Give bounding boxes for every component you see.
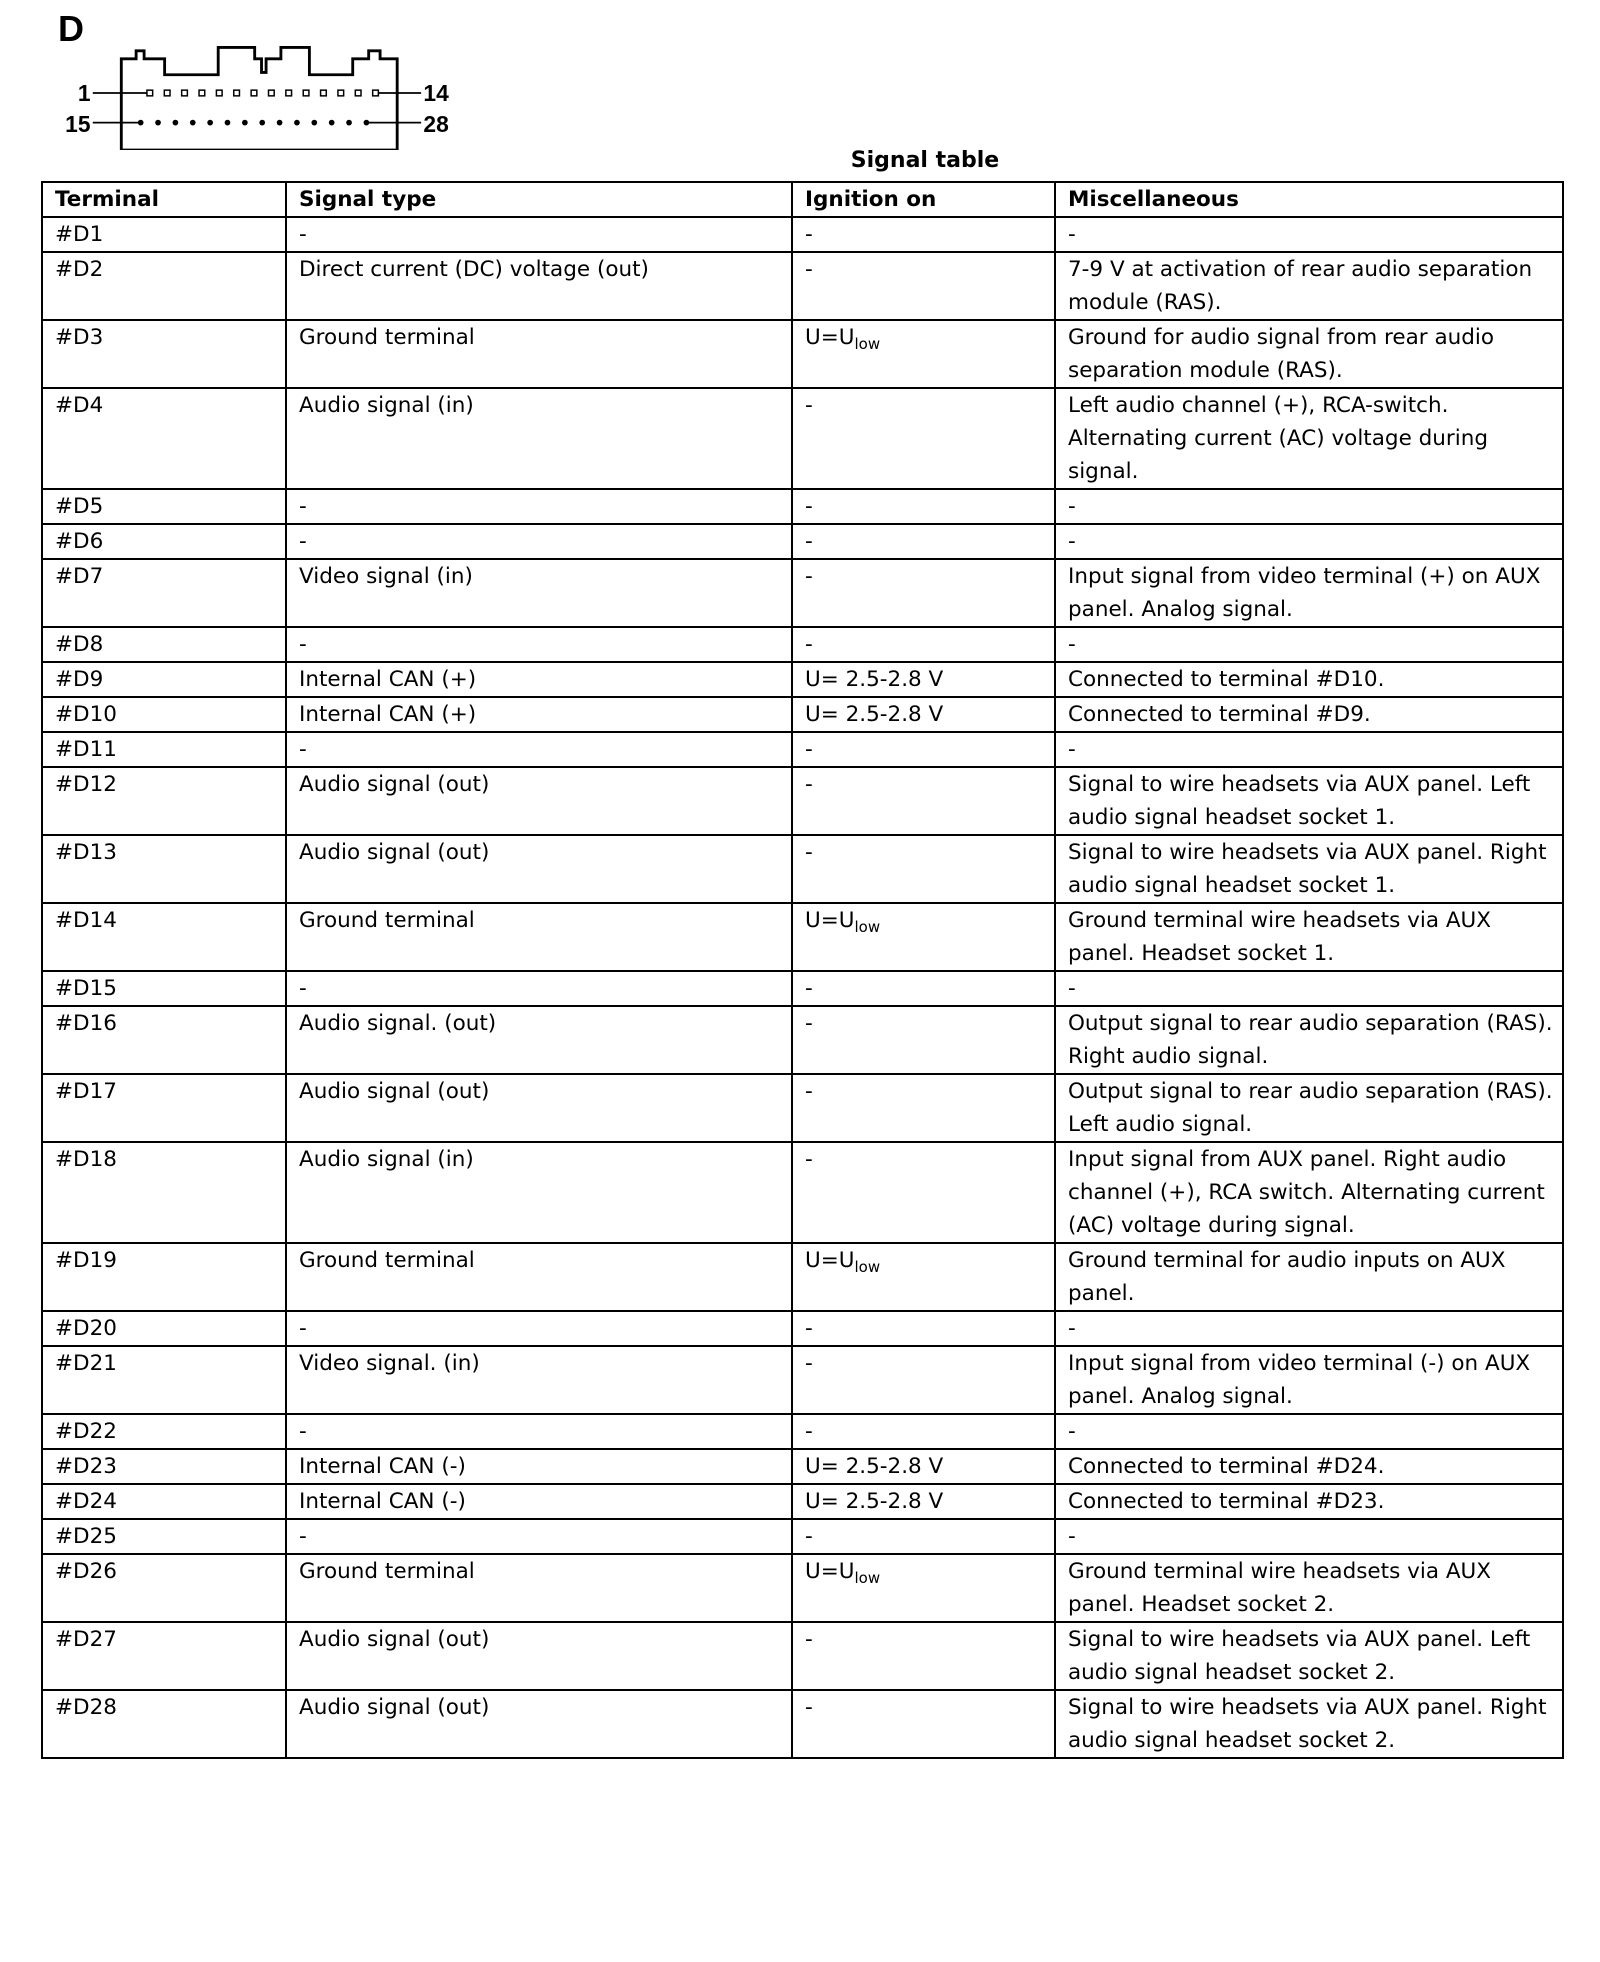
ignition-cell-text: - [805, 1419, 813, 1444]
ignition-cell-text: - [805, 1351, 813, 1376]
terminal-cell [42, 388, 286, 489]
misc-cell-text: - [1068, 1524, 1076, 1549]
signal-type-cell [286, 1346, 792, 1414]
signal-type-cell [286, 320, 792, 388]
terminal-cell-text: #D13 [55, 840, 117, 865]
pin-top [373, 90, 379, 96]
signal-type-cell-text: - [299, 1524, 307, 1549]
ignition-cell-text: - [805, 1524, 813, 1549]
terminal-cell-text: #D6 [55, 529, 104, 554]
misc-cell-text: Signal to wire headsets via AUX panel. Right audio signal headset socket 1. [1068, 840, 1547, 898]
ignition-cell [792, 252, 1055, 320]
misc-cell [1055, 1243, 1563, 1311]
pin-bottom [311, 120, 317, 126]
misc-cell-text: Signal to wire headsets via AUX panel. Left audio signal headset socket 2. [1068, 1627, 1531, 1685]
terminal-cell [42, 1243, 286, 1311]
table-row [42, 1449, 1563, 1484]
terminal-cell-text: #D10 [55, 702, 117, 727]
misc-cell [1055, 1690, 1563, 1758]
signal-type-cell-text: Ground terminal [299, 1559, 475, 1584]
pin-bottom [173, 120, 179, 126]
terminal-cell [42, 524, 286, 559]
ignition-cell-text: - [805, 840, 813, 865]
misc-cell [1055, 1346, 1563, 1414]
signal-type-cell-text: - [299, 529, 307, 554]
signal-type-cell-text: - [299, 1419, 307, 1444]
ignition-cell [792, 489, 1055, 524]
ignition-cell-text: - [805, 564, 813, 589]
header-ignition-on: Ignition on [792, 182, 1055, 217]
signal-type-cell-text: Internal CAN (-) [299, 1454, 466, 1479]
misc-cell [1055, 1622, 1563, 1690]
ignition-cell [792, 524, 1055, 559]
misc-cell [1055, 1519, 1563, 1554]
signal-type-cell-text: Audio signal (in) [299, 393, 474, 418]
signal-type-cell-text: Internal CAN (-) [299, 1489, 466, 1514]
connector-outline [121, 47, 397, 150]
ignition-cell [792, 697, 1055, 732]
signal-type-cell-text: Audio signal (out) [299, 840, 490, 865]
ignition-cell-text: - [805, 257, 813, 282]
terminal-cell-text: #D24 [55, 1489, 117, 1514]
ignition-cell-text: - [805, 222, 813, 247]
header-terminal: Terminal [42, 182, 286, 217]
terminal-cell [42, 662, 286, 697]
signal-type-cell [286, 662, 792, 697]
table-row [42, 1006, 1563, 1074]
signal-type-cell-text: Video signal (in) [299, 564, 473, 589]
misc-cell [1055, 1554, 1563, 1622]
misc-cell [1055, 767, 1563, 835]
misc-cell-text: - [1068, 494, 1076, 519]
signal-table [41, 181, 1564, 1759]
table-row [42, 217, 1563, 252]
terminal-cell [42, 903, 286, 971]
ignition-cell [792, 1074, 1055, 1142]
ignition-cell [792, 1243, 1055, 1311]
misc-cell-text: Signal to wire headsets via AUX panel. Left audio signal headset socket 1. [1068, 772, 1531, 830]
ignition-cell [792, 320, 1055, 388]
ignition-cell-text: - [805, 1011, 813, 1036]
pin-bottom [138, 120, 144, 126]
signal-type-cell-text: Audio signal (out) [299, 1079, 490, 1104]
table-row [42, 388, 1563, 489]
misc-cell-text: Input signal from video terminal (-) on AUX panel. Analog signal. [1068, 1351, 1531, 1409]
pin-top [216, 90, 222, 96]
signal-type-cell [286, 1690, 792, 1758]
signal-type-cell [286, 1519, 792, 1554]
misc-cell-text: Ground terminal wire headsets via AUX panel. Headset socket 1. [1068, 908, 1491, 966]
ignition-subscript: low [854, 1258, 881, 1276]
table-row [42, 971, 1563, 1006]
ignition-cell-text: - [805, 393, 813, 418]
table-row [42, 1346, 1563, 1414]
ignition-cell-text: U=U [805, 1559, 855, 1584]
ignition-cell [792, 1554, 1055, 1622]
pin-bottom [225, 120, 231, 126]
signal-type-cell [286, 1311, 792, 1346]
misc-cell [1055, 1311, 1563, 1346]
pin-bottom [190, 120, 196, 126]
ignition-cell [792, 559, 1055, 627]
misc-cell [1055, 1074, 1563, 1142]
pin-top [321, 90, 327, 96]
terminal-cell-text: #D26 [55, 1559, 117, 1584]
pin-top [147, 90, 153, 96]
misc-cell [1055, 1414, 1563, 1449]
ignition-cell [792, 767, 1055, 835]
terminal-cell [42, 559, 286, 627]
ignition-subscript: low [854, 1569, 881, 1587]
misc-cell-text: Ground terminal wire headsets via AUX panel. Headset socket 2. [1068, 1559, 1491, 1617]
signal-type-cell [286, 1449, 792, 1484]
ignition-cell-text: U= 2.5-2.8 V [805, 1489, 944, 1514]
pin-top [268, 90, 274, 96]
ignition-cell [792, 903, 1055, 971]
pin-label-14: 14 [423, 79, 449, 106]
ignition-cell-text: - [805, 632, 813, 657]
misc-cell-text: 7-9 V at activation of rear audio separation module (RAS). [1068, 257, 1533, 315]
ignition-cell-text: - [805, 737, 813, 762]
ignition-cell-text: - [805, 772, 813, 797]
terminal-cell [42, 1519, 286, 1554]
ignition-subscript: low [854, 335, 881, 353]
signal-type-cell [286, 627, 792, 662]
terminal-cell [42, 1346, 286, 1414]
terminal-cell [42, 1449, 286, 1484]
header-miscellaneous: Miscellaneous [1055, 182, 1563, 217]
ignition-cell [792, 1449, 1055, 1484]
pin-top [234, 90, 240, 96]
misc-cell [1055, 1484, 1563, 1519]
signal-type-cell-text: - [299, 494, 307, 519]
signal-type-cell [286, 835, 792, 903]
misc-cell-text: Connected to terminal #D10. [1068, 667, 1385, 692]
misc-cell-text: Signal to wire headsets via AUX panel. Right audio signal headset socket 2. [1068, 1695, 1547, 1753]
terminal-cell-text: #D19 [55, 1248, 117, 1273]
misc-cell-text: Input signal from video terminal (+) on AUX panel. Analog signal. [1068, 564, 1541, 622]
terminal-cell [42, 1006, 286, 1074]
signal-type-cell-text: Direct current (DC) voltage (out) [299, 257, 649, 282]
signal-type-cell-text: Audio signal (out) [299, 1695, 490, 1720]
pin-top [182, 90, 188, 96]
misc-cell-text: Ground terminal for audio inputs on AUX panel. [1068, 1248, 1506, 1306]
signal-type-cell [286, 252, 792, 320]
table-row [42, 697, 1563, 732]
misc-cell-text: - [1068, 529, 1076, 554]
connector-letter: D [58, 8, 84, 49]
signal-type-cell-text: Audio signal. (out) [299, 1011, 497, 1036]
signal-type-cell-text: Audio signal (out) [299, 1627, 490, 1652]
signal-type-cell-text: Internal CAN (+) [299, 667, 477, 692]
terminal-cell-text: #D14 [55, 908, 117, 933]
misc-cell [1055, 1006, 1563, 1074]
misc-cell-text: Output signal to rear audio separation (RAS). Left audio signal. [1068, 1079, 1553, 1137]
connector-diagram [1, 0, 481, 150]
misc-cell-text: Connected to terminal #D23. [1068, 1489, 1385, 1514]
signal-type-cell-text: Audio signal (out) [299, 772, 490, 797]
misc-cell [1055, 388, 1563, 489]
pin-bottom [259, 120, 265, 126]
ignition-cell-text: - [805, 494, 813, 519]
ignition-cell [792, 627, 1055, 662]
misc-cell-text: Left audio channel (+), RCA-switch. Alternating current (AC) voltage during signal. [1068, 393, 1488, 484]
table-row [42, 1622, 1563, 1690]
ignition-cell-text: U=U [805, 908, 855, 933]
terminal-cell [42, 835, 286, 903]
pin-bottom [277, 120, 283, 126]
signal-type-cell-text: - [299, 976, 307, 1001]
pin-top [303, 90, 309, 96]
misc-cell-text: - [1068, 737, 1076, 762]
signal-type-cell [286, 559, 792, 627]
table-row [42, 559, 1563, 627]
signal-type-cell [286, 1074, 792, 1142]
table-row [42, 524, 1563, 559]
signal-type-cell-text: Audio signal (in) [299, 1147, 474, 1172]
terminal-cell [42, 767, 286, 835]
ignition-cell-text: - [805, 1079, 813, 1104]
ignition-cell [792, 1311, 1055, 1346]
table-row [42, 1690, 1563, 1758]
ignition-cell [792, 732, 1055, 767]
misc-cell [1055, 1142, 1563, 1243]
terminal-cell-text: #D12 [55, 772, 117, 797]
ignition-cell [792, 1622, 1055, 1690]
terminal-cell-text: #D28 [55, 1695, 117, 1720]
ignition-cell [792, 1006, 1055, 1074]
ignition-cell-text: - [805, 976, 813, 1001]
terminal-cell-text: #D18 [55, 1147, 117, 1172]
terminal-cell-text: #D17 [55, 1079, 117, 1104]
terminal-cell [42, 217, 286, 252]
misc-cell [1055, 971, 1563, 1006]
ignition-cell [792, 1690, 1055, 1758]
terminal-cell-text: #D27 [55, 1627, 117, 1652]
table-row [42, 1074, 1563, 1142]
ignition-cell-text: - [805, 1316, 813, 1341]
signal-type-cell [286, 1622, 792, 1690]
terminal-cell [42, 627, 286, 662]
signal-type-cell [286, 732, 792, 767]
signal-type-cell [286, 903, 792, 971]
pin-bottom [329, 120, 335, 126]
ignition-cell [792, 1346, 1055, 1414]
ignition-cell [792, 1142, 1055, 1243]
pin-label-1: 1 [77, 79, 91, 106]
table-row [42, 1554, 1563, 1622]
pin-bottom [294, 120, 300, 126]
misc-cell-text: Connected to terminal #D24. [1068, 1454, 1385, 1479]
signal-type-cell [286, 971, 792, 1006]
misc-cell-text: - [1068, 632, 1076, 657]
terminal-cell [42, 697, 286, 732]
ignition-cell [792, 971, 1055, 1006]
misc-cell [1055, 903, 1563, 971]
signal-type-cell [286, 388, 792, 489]
signal-type-cell [286, 1414, 792, 1449]
signal-type-cell [286, 1006, 792, 1074]
misc-cell-text: Connected to terminal #D9. [1068, 702, 1371, 727]
terminal-cell-text: #D25 [55, 1524, 117, 1549]
misc-cell [1055, 1449, 1563, 1484]
table-row [42, 1519, 1563, 1554]
table-row [42, 1311, 1563, 1346]
terminal-cell-text: #D22 [55, 1419, 117, 1444]
signal-type-cell-text: Ground terminal [299, 908, 475, 933]
terminal-cell [42, 1484, 286, 1519]
ignition-subscript: low [854, 918, 881, 936]
terminal-cell-text: #D9 [55, 667, 104, 692]
misc-cell [1055, 217, 1563, 252]
ignition-cell [792, 1484, 1055, 1519]
ignition-cell-text: U=U [805, 325, 855, 350]
signal-type-cell-text: Ground terminal [299, 1248, 475, 1273]
misc-cell [1055, 524, 1563, 559]
terminal-cell [42, 971, 286, 1006]
ignition-cell [792, 662, 1055, 697]
signal-type-cell [286, 217, 792, 252]
signal-type-cell [286, 1554, 792, 1622]
terminal-cell-text: #D2 [55, 257, 104, 282]
ignition-cell-text: - [805, 529, 813, 554]
table-row [42, 1414, 1563, 1449]
table-row [42, 1484, 1563, 1519]
signal-type-cell-text: Ground terminal [299, 325, 475, 350]
pin-bottom [346, 120, 352, 126]
pin-label-28: 28 [423, 110, 449, 137]
ignition-cell [792, 835, 1055, 903]
signal-type-cell [286, 524, 792, 559]
misc-cell [1055, 697, 1563, 732]
pin-top [199, 90, 205, 96]
pin-bottom [364, 120, 370, 126]
terminal-cell [42, 320, 286, 388]
pin-top [164, 90, 170, 96]
table-row [42, 662, 1563, 697]
ignition-cell [792, 1414, 1055, 1449]
terminal-cell-text: #D23 [55, 1454, 117, 1479]
misc-cell [1055, 559, 1563, 627]
misc-cell-text: - [1068, 976, 1076, 1001]
terminal-cell-text: #D15 [55, 976, 117, 1001]
terminal-cell-text: #D20 [55, 1316, 117, 1341]
misc-cell-text: - [1068, 1419, 1076, 1444]
signal-type-cell [286, 697, 792, 732]
signal-type-cell [286, 489, 792, 524]
signal-type-cell-text: Video signal. (in) [299, 1351, 480, 1376]
ignition-cell-text: - [805, 1627, 813, 1652]
pin-top [338, 90, 344, 96]
signal-type-cell-text: - [299, 737, 307, 762]
table-title: Signal table [850, 148, 1000, 173]
pin-bottom [155, 120, 161, 126]
pin-bottom [207, 120, 213, 126]
terminal-cell [42, 1554, 286, 1622]
ignition-cell-text: U= 2.5-2.8 V [805, 667, 944, 692]
terminal-cell-text: #D5 [55, 494, 104, 519]
signal-type-cell-text: - [299, 632, 307, 657]
misc-cell [1055, 732, 1563, 767]
table-header-row [42, 182, 1563, 217]
terminal-cell [42, 1414, 286, 1449]
table-row [42, 1243, 1563, 1311]
terminal-cell-text: #D8 [55, 632, 104, 657]
misc-cell-text: Ground for audio signal from rear audio separation module (RAS). [1068, 325, 1495, 383]
terminal-cell-text: #D21 [55, 1351, 117, 1376]
ignition-cell-text: - [805, 1147, 813, 1172]
signal-type-cell [286, 1142, 792, 1243]
table-row [42, 767, 1563, 835]
pin-bottom [242, 120, 248, 126]
table-row [42, 732, 1563, 767]
table-row [42, 903, 1563, 971]
pin-top [286, 90, 292, 96]
pin-top [251, 90, 257, 96]
table-row [42, 627, 1563, 662]
table-row [42, 252, 1563, 320]
terminal-cell [42, 1690, 286, 1758]
table-row [42, 835, 1563, 903]
pin-top [355, 90, 361, 96]
misc-cell [1055, 627, 1563, 662]
terminal-cell-text: #D1 [55, 222, 104, 247]
misc-cell-text: - [1068, 1316, 1076, 1341]
signal-type-cell-text: - [299, 1316, 307, 1341]
table-row [42, 1142, 1563, 1243]
terminal-cell [42, 252, 286, 320]
misc-cell [1055, 320, 1563, 388]
signal-type-cell [286, 1243, 792, 1311]
ignition-cell-text: - [805, 1695, 813, 1720]
ignition-cell [792, 1519, 1055, 1554]
ignition-cell [792, 217, 1055, 252]
table-row [42, 489, 1563, 524]
terminal-cell [42, 1142, 286, 1243]
misc-cell [1055, 662, 1563, 697]
terminal-cell [42, 1311, 286, 1346]
misc-cell [1055, 835, 1563, 903]
terminal-cell-text: #D11 [55, 737, 117, 762]
terminal-cell-text: #D3 [55, 325, 104, 350]
terminal-cell [42, 1622, 286, 1690]
header-signal-type: Signal type [286, 182, 792, 217]
terminal-cell-text: #D4 [55, 393, 104, 418]
signal-type-cell [286, 1484, 792, 1519]
misc-cell [1055, 489, 1563, 524]
misc-cell [1055, 252, 1563, 320]
signal-type-cell-text: - [299, 222, 307, 247]
table-row [42, 320, 1563, 388]
misc-cell-text: Output signal to rear audio separation (RAS). Right audio signal. [1068, 1011, 1553, 1069]
terminal-cell-text: #D7 [55, 564, 104, 589]
terminal-cell [42, 1074, 286, 1142]
ignition-cell-text: U= 2.5-2.8 V [805, 702, 944, 727]
terminal-cell [42, 489, 286, 524]
terminal-cell-text: #D16 [55, 1011, 117, 1036]
pin-label-15: 15 [65, 110, 91, 137]
signal-type-cell [286, 767, 792, 835]
misc-cell-text: Input signal from AUX panel. Right audio channel (+), RCA switch. Alternating current (AC) voltage during signal. [1068, 1147, 1545, 1238]
ignition-cell-text: U=U [805, 1248, 855, 1273]
ignition-cell-text: U= 2.5-2.8 V [805, 1454, 944, 1479]
terminal-cell [42, 732, 286, 767]
signal-type-cell-text: Internal CAN (+) [299, 702, 477, 727]
ignition-cell [792, 388, 1055, 489]
misc-cell-text: - [1068, 222, 1076, 247]
